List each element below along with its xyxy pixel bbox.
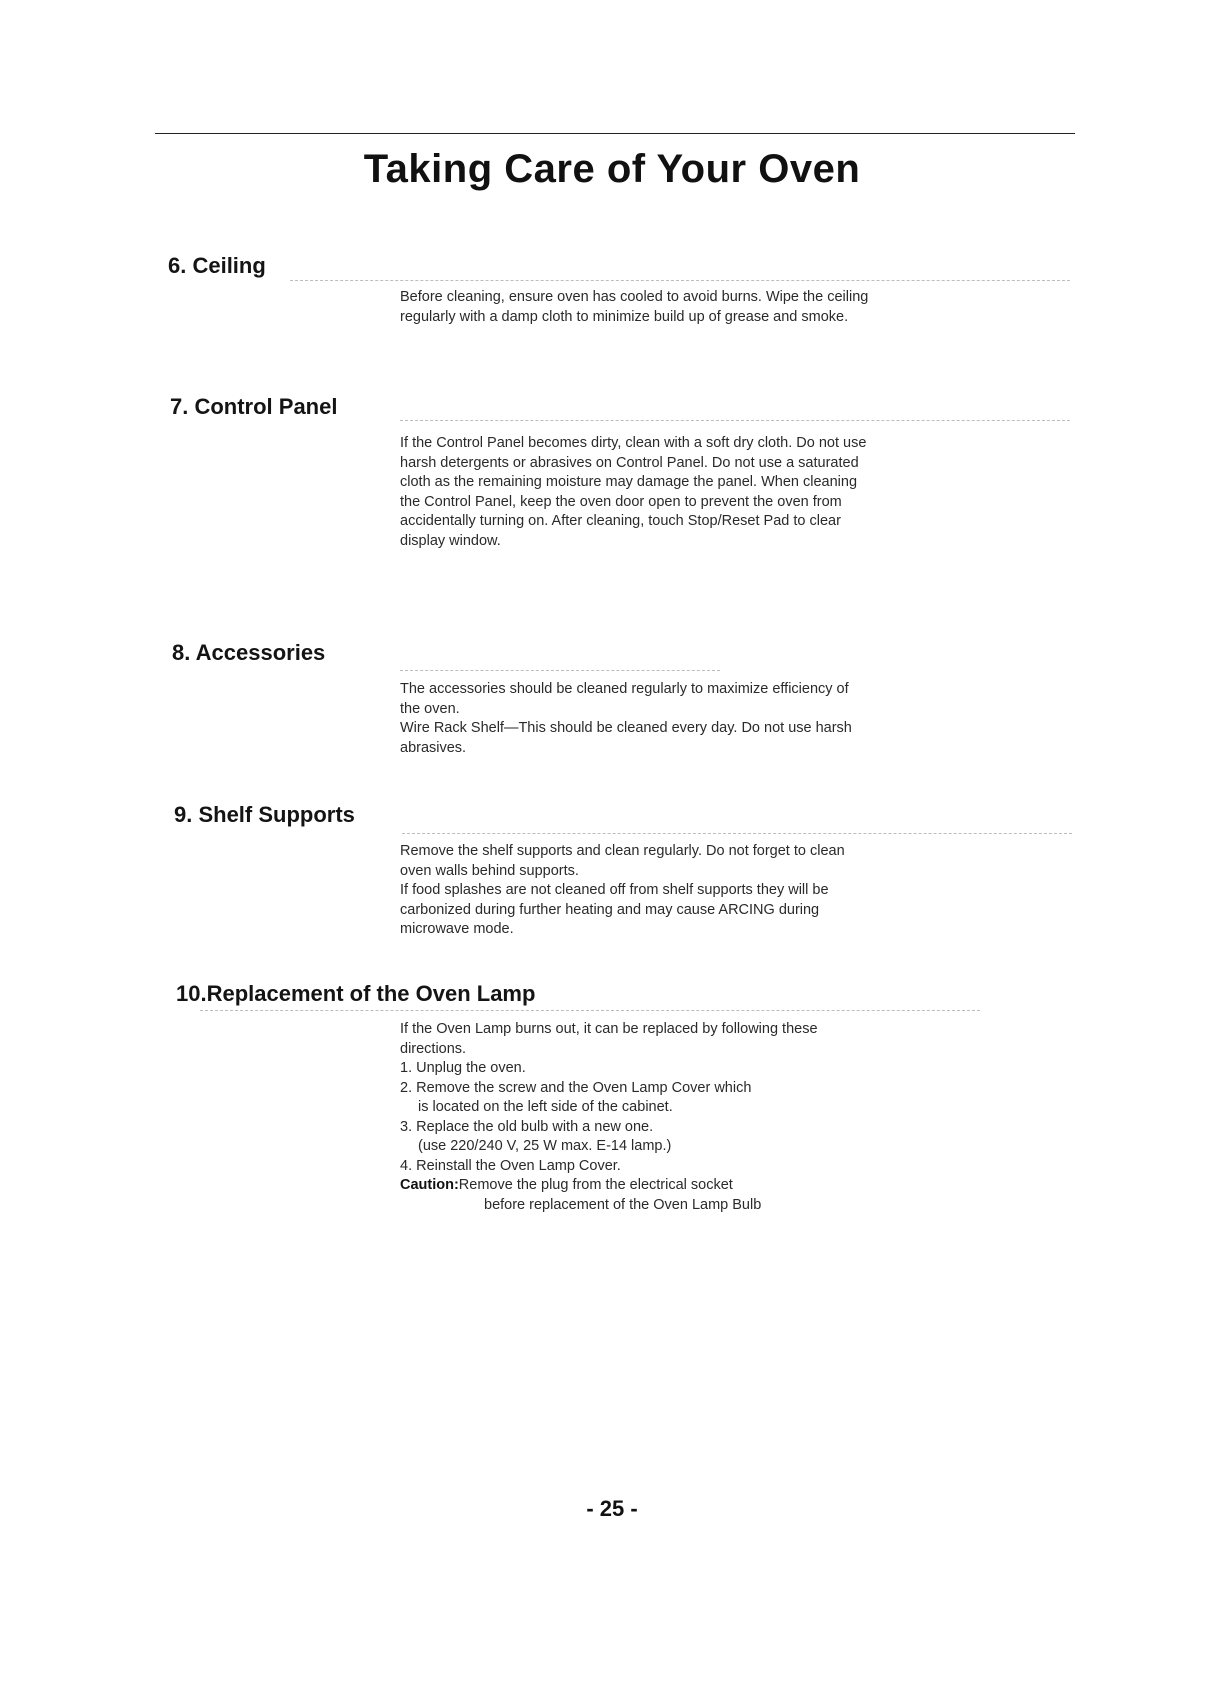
section-body-ceiling [400,288,870,327]
section-heading-oven-lamp: 10.Replacement of the Oven Lamp [176,981,536,1006]
step-item: 3. Replace the old bulb with a new one. [400,1118,654,1135]
section-divider [200,1010,980,1011]
section-heading-shelf-supports: 9. Shelf Supports [174,802,355,827]
paragraph: If the Control Panel becomes dirty, clean with a soft dry cloth. Do not use harsh detergents or abrasives on Control Panel. Do not use a saturated cloth as the remaining moisture may damage the panel. When cleaning the Control Panel, keep the oven door open to prevent the oven from accidentally turning on. After cleaning, touch Stop/Reset Pad to clear display window. [400,435,867,549]
step-item: (use 220/240 V, 25 W max. E-14 lamp.) [418,1138,672,1154]
page-number: - 25 - [586,1496,638,1521]
page-title: Taking Care of Your Oven [363,147,861,191]
step-item: 2. Remove the screw and the Oven Lamp Cover which [400,1079,752,1096]
section-divider [400,670,720,671]
step-item: is located on the left side of the cabinet. [418,1099,673,1115]
section-divider [402,833,1072,834]
paragraph: If food splashes are not cleaned off from shelf supports they will be carbonized during further heating and may cause ARCING during microwave mode. [400,882,829,937]
header-rule [155,133,1075,134]
section-body-control-panel [400,434,870,551]
caution [400,1176,870,1196]
section-body-accessories [400,680,870,758]
section-heading-ceiling: 6. Ceiling [168,253,266,278]
caution-label: Caution: [400,1177,459,1193]
section-heading-accessories: 8. Accessories [172,640,326,665]
section-body-shelf-supports [400,842,870,940]
step-item: 1. Unplug the oven. [400,1060,526,1076]
paragraph: The accessories should be cleaned regularly to maximize efficiency of the oven. [400,681,849,717]
caution-text: Remove the plug from the electrical socket [458,1177,733,1193]
section-body-oven-lamp [400,1020,870,1215]
section-divider [400,420,1070,421]
paragraph: Remove the shelf supports and clean regularly. Do not forget to clean oven walls behind supports. [400,843,845,879]
paragraph: Before cleaning, ensure oven has cooled to avoid burns. Wipe the ceiling regularly with a damp cloth to minimize build up of grease and smoke. [400,289,869,325]
step-item: 4. Reinstall the Oven Lamp Cover. [400,1157,621,1174]
caution-text-continued: before replacement of the Oven Lamp Bulb [484,1196,762,1213]
section-divider [290,280,1070,281]
section-heading-control-panel: 7. Control Panel [170,394,338,419]
paragraph: Wire Rack Shelf—This should be cleaned every day. Do not use harsh abrasives. [400,720,852,756]
steps-list [400,1059,870,1176]
paragraph: If the Oven Lamp burns out, it can be replaced by following these directions. [400,1021,818,1057]
